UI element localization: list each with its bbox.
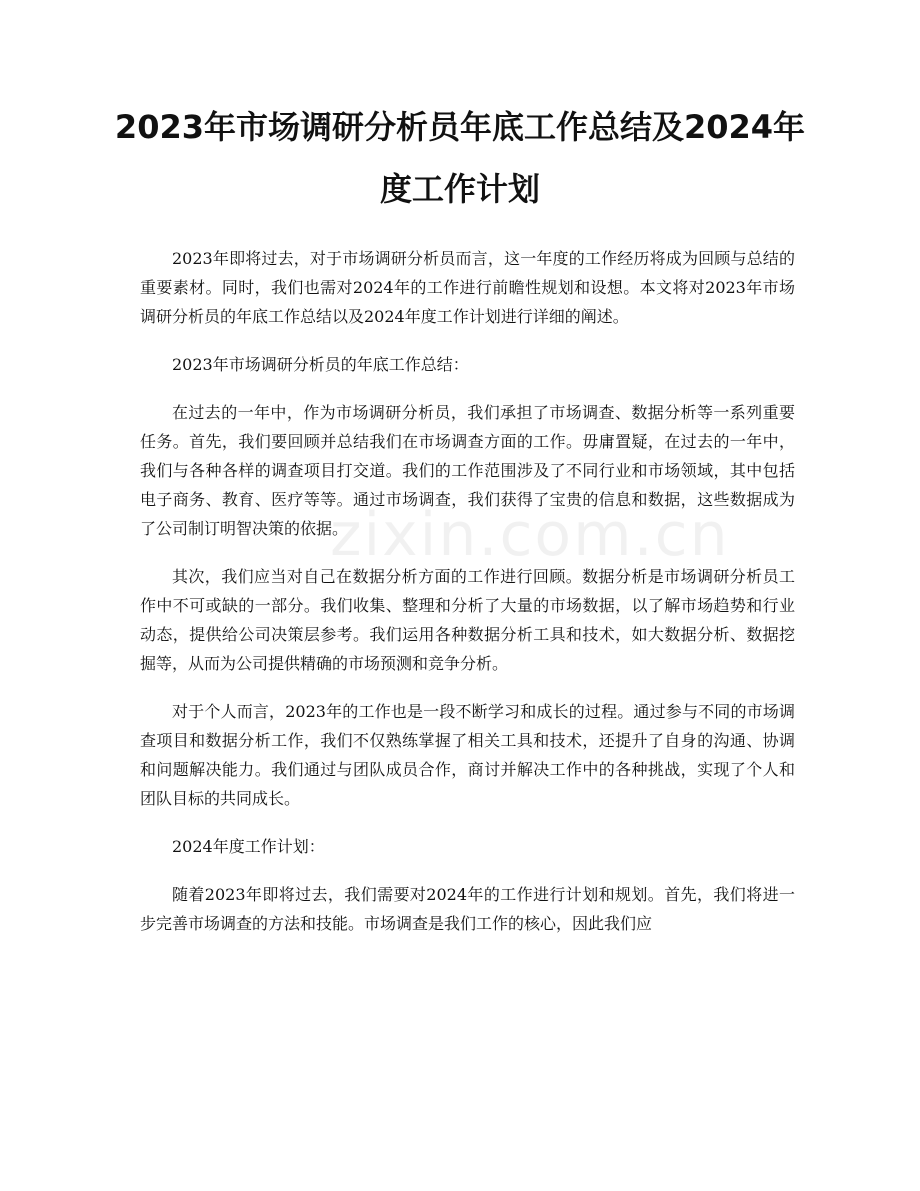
- intro-paragraph: 2023年即将过去，对于市场调研分析员而言，这一年度的工作经历将成为回顾与总结的重要素材。同时，我们也需对2024年的工作进行前瞻性规划和设想。本文将对2023年市场调研分析员的年底工作总结以及2024年度工作计划进行详细的阐述。: [140, 249, 795, 326]
- summary-paragraph-survey: 在过去的一年中，作为市场调研分析员，我们承担了市场调查、数据分析等一系列重要任务。首先，我们要回顾并总结我们在市场调查方面的工作。毋庸置疑，在过去的一年中，我们与各种各样的调查项目打交道。我们的工作范围涉及了不同行业和市场领域，其中包括电子商务、教育、医疗等等。通过市场调查，我们获得了宝贵的信息和数据，这些数据成为了公司制订明智决策的依据。: [140, 403, 795, 538]
- section-heading-plan: 2024年度工作计划：: [172, 837, 325, 856]
- document-body: [140, 244, 795, 957]
- watermark: zixin.com.cn: [330, 500, 730, 570]
- summary-paragraph-growth: 对于个人而言，2023年的工作也是一段不断学习和成长的过程。通过参与不同的市场调查项目和数据分析工作，我们不仅熟练掌握了相关工具和技术，还提升了自身的沟通、协调和问题解决能力。我们通过与团队成员合作，商讨并解决工作中的各种挑战，实现了个人和团队目标的共同成长。: [140, 702, 795, 808]
- summary-paragraph-analysis: 其次，我们应当对自己在数据分析方面的工作进行回顾。数据分析是市场调研分析员工作中不可或缺的一部分。我们收集、整理和分析了大量的市场数据，以了解市场趋势和行业动态，提供给公司决策层参考。我们运用各种数据分析工具和技术，如大数据分析、数据挖掘等，从而为公司提供精确的市场预测和竞争分析。: [140, 567, 795, 673]
- document-title: 2023年市场调研分析员年底工作总结及2024年度工作计划: [114, 108, 806, 208]
- section-heading-summary: 2023年市场调研分析员的年底工作总结：: [172, 355, 469, 374]
- plan-paragraph: 随着2023年即将过去，我们需要对2024年的工作进行计划和规划。首先，我们将进一步完善市场调查的方法和技能。市场调查是我们工作的核心，因此我们应: [140, 885, 795, 933]
